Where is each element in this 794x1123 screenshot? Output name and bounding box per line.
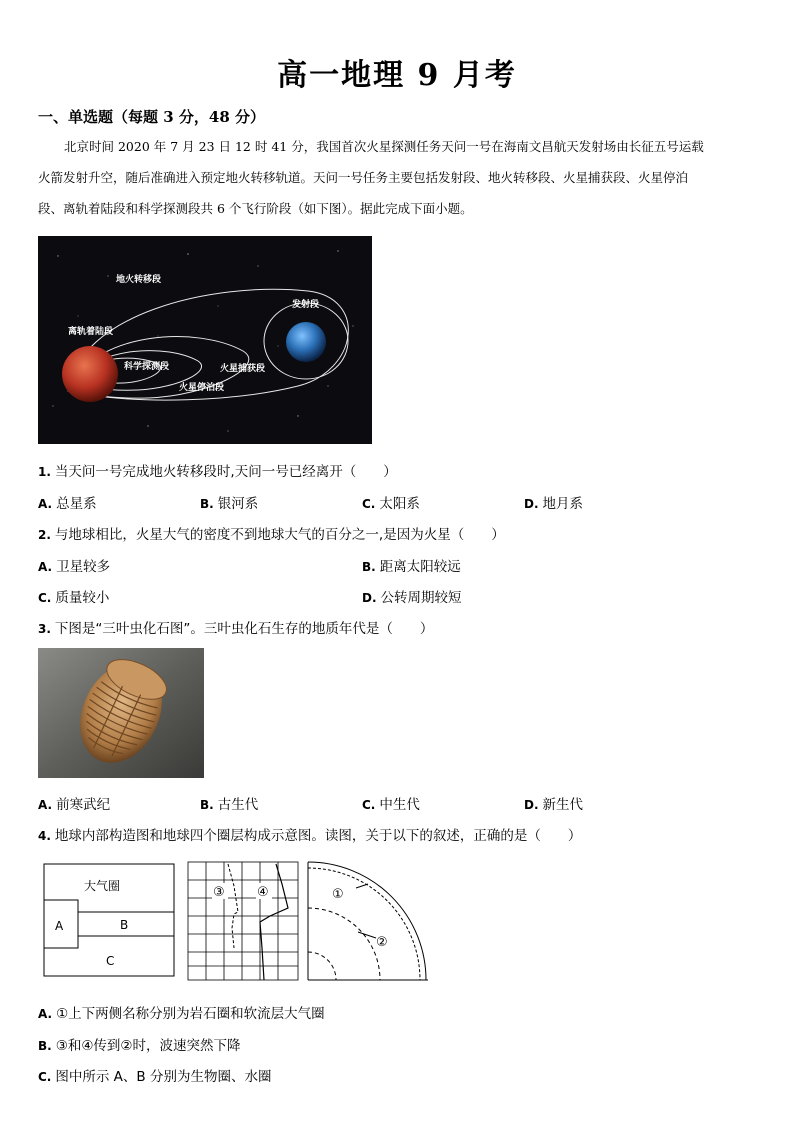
q3-option-b[interactable]: B. 古生代 xyxy=(200,797,259,813)
passage-line-1: 北京时间 2020 年 7 月 23 日 12 时 41 分，我国首次火星探测任务天问一号在海南文昌航天发射场由长征五号运载 xyxy=(64,139,704,154)
question-1 xyxy=(38,460,397,480)
question-4 xyxy=(38,824,581,844)
mars-icon xyxy=(62,346,118,402)
spheres-svg xyxy=(38,858,438,984)
label-three: ③ xyxy=(213,885,225,900)
label-landing: 离轨着陆段 xyxy=(68,327,114,337)
question-3 xyxy=(38,617,433,637)
q4-option-c[interactable]: C. 图中所示 A、B 分别为生物圈、水圈 xyxy=(38,1069,272,1085)
q4-option-a[interactable]: A. ①上下两侧名称分别为岩石圈和软流层大气圈 xyxy=(38,1006,325,1022)
question-text: 与地球相比，火星大气的密度不到地球大气的百分之一,是因为火星（ ） xyxy=(54,527,505,543)
label-capture: 火星捕获段 xyxy=(220,364,266,374)
label-transfer: 地火转移段 xyxy=(116,275,162,285)
passage-line-3: 段、离轨着陆段和科学探测段共 6 个飞行阶段（如下图）。据此完成下面小题。 xyxy=(38,201,473,216)
wave-curve-3 xyxy=(228,864,238,948)
label-b: B xyxy=(120,918,129,932)
wave-curve-4 xyxy=(260,864,288,980)
q1-option-a[interactable]: A. 总星系 xyxy=(38,496,97,512)
fossil-svg xyxy=(38,648,204,778)
label-two: ② xyxy=(376,935,388,950)
label-four: ④ xyxy=(257,885,269,900)
layer-quarter-diagram xyxy=(308,862,428,980)
label-c: C xyxy=(106,954,115,968)
earth-spheres-figure xyxy=(38,858,438,984)
mission-trajectory-figure xyxy=(38,236,372,444)
earth-icon xyxy=(286,322,326,362)
label-a: A xyxy=(55,919,64,933)
question-number: 1. xyxy=(38,465,51,479)
label-parking: 火星停泊段 xyxy=(179,383,225,393)
q1-option-c[interactable]: C. 太阳系 xyxy=(362,496,420,512)
question-2 xyxy=(38,523,505,543)
passage xyxy=(38,131,756,224)
trajectory-svg xyxy=(38,236,372,444)
label-atmosphere: 大气圈 xyxy=(84,879,121,893)
label-one: ① xyxy=(332,887,344,902)
q1-option-b[interactable]: B. 银河系 xyxy=(200,496,259,512)
question-number: 4. xyxy=(38,829,51,843)
q3-option-d[interactable]: D. 新生代 xyxy=(524,797,584,813)
q1-option-d[interactable]: D. 地月系 xyxy=(524,496,584,512)
q2-option-d[interactable]: D. 公转周期较短 xyxy=(362,590,462,606)
page-title: 高一地理 9 月考 xyxy=(277,58,517,93)
question-text: 下图是“三叶虫化石图”。三叶虫化石生存的地质年代是（ ） xyxy=(54,621,434,637)
section-heading: 一、单选题（每题 3 分，48 分） xyxy=(38,108,265,126)
label-launch: 发射段 xyxy=(292,300,320,310)
wave-grid xyxy=(188,862,298,980)
q3-option-c[interactable]: C. 中生代 xyxy=(362,797,420,813)
q2-option-b[interactable]: B. 距离太阳较远 xyxy=(362,559,461,575)
trilobite-fossil-figure xyxy=(38,648,204,778)
label-science: 科学探测段 xyxy=(124,362,170,372)
q3-option-a[interactable]: A. 前寒武纪 xyxy=(38,797,111,813)
question-number: 2. xyxy=(38,528,51,542)
question-number: 3. xyxy=(38,622,51,636)
question-text: 当天问一号完成地火转移段时,天问一号已经离开（ ） xyxy=(54,464,397,480)
q2-option-c[interactable]: C. 质量较小 xyxy=(38,590,110,606)
q4-option-b[interactable]: B. ③和④传到②时，波速突然下降 xyxy=(38,1038,241,1054)
passage-line-2: 火箭发射升空，随后准确进入预定地火转移轨道。天问一号任务主要包括发射段、地火转移段、火星捕获段、火星停泊 xyxy=(38,170,689,185)
q2-option-a[interactable]: A. 卫星较多 xyxy=(38,559,111,575)
question-text: 地球内部构造图和地球四个圈层构成示意图。读图，关于以下的叙述，正确的是（ ） xyxy=(54,828,582,844)
